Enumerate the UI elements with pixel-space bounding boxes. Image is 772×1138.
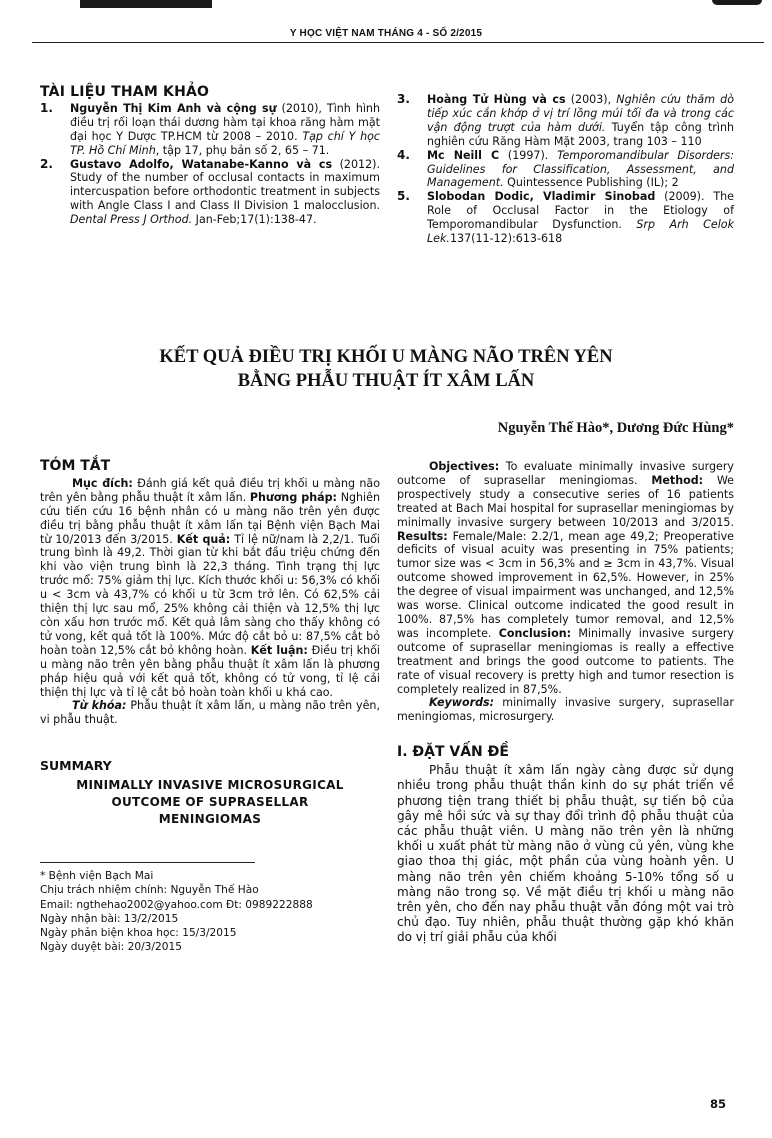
- page-number: 85: [710, 1097, 727, 1111]
- reference-text: (2003),: [565, 93, 617, 106]
- footnote-received: Ngày nhận bài: 13/2/2015: [40, 912, 179, 925]
- references-title: TÀI LIỆU THAM KHẢO: [40, 84, 210, 100]
- summary-title-line: MINIMALLY INVASIVE MICROSURGICAL: [76, 778, 344, 793]
- section-heading: I. ĐẶT VẤN ĐỀ: [397, 744, 509, 761]
- reference-item: [397, 93, 734, 149]
- reference-text: (2009). The Role of Occlusal Factor in the Etiology of Temporomandibular Dysfunction.: [427, 190, 734, 232]
- keywords-paragraph: [40, 699, 380, 727]
- text: Minimally invasive surgery outcome of suprasellar meningiomas is really a effective treatment and brings the good outcome to patients. The rate of visual recovery is pretty high and tumor resection is completely realized in 87,5%.: [397, 626, 734, 696]
- article-authors: Nguyễn Thế Hào*, Dương Đức Hùng*: [497, 420, 734, 436]
- reference-item: [397, 190, 734, 246]
- reference-journal: Srp Arh Celok Lek.: [427, 218, 735, 246]
- header-rule: [32, 42, 764, 43]
- label: Objectives:: [429, 460, 500, 473]
- footnote-reviewed: Ngày phản biện khoa học: 15/3/2015: [40, 926, 237, 939]
- abstract-vi: [40, 460, 380, 954]
- reference-text: , tập 17, phụ bản số 2, 65 – 71.: [155, 143, 330, 157]
- text: We prospectively study a consecutive series of 16 patients treated at Bach Mai hospital for suprasellar meningiomas by minimally invasive surgery between 10/2013 and 3/2015.: [397, 473, 734, 529]
- references-left: [40, 86, 380, 227]
- footnote-accepted: Ngày duyệt bài: 20/3/2015: [40, 941, 182, 954]
- summary-title: [40, 777, 380, 828]
- introduction-paragraph: Phẫu thuật ít xâm lấn ngày càng được sử dụng nhiều trong phẫu thuật thần kinh do sự phát triển về phương tiện trang thiết bị phẫu thuật, sự tiến bộ của gây mê hồi sức và sự thay đổi trình độ phẫu thuật của các phẫu thuật viên. U màng não trên yên là những khối u xuất phát từ màng não ở vùng củ yên, vùng khe giao thoa thị giác, một phần của vùng hoành yên. U màng não trên yên chiếm khoảng 5-10% tổng số u màng não trong sọ. Về mặt điều trị khối u màng não trên yên, cho đến nay phẫu thuật vẫn đóng một vai trò chủ đạo. Tuy nhiên, phẫu thuật thường gặp khó khăn do vị trí giải phẫu của khối: [397, 763, 734, 945]
- reference-text: (2010), Tình hình điều trị rối loạn thái dương hàm tại khoa răng hàm mặt đại học Y Dược TP.HCM từ 2008 – 2010.: [70, 101, 380, 143]
- keywords-text: Phẫu thuật ít xâm lấn, u màng não trên yên, vi phẫu thuật.: [40, 699, 380, 727]
- reference-text: (1997).: [499, 148, 558, 162]
- label: Phương pháp:: [249, 490, 337, 504]
- label: Method:: [651, 473, 704, 487]
- label: Kết luận:: [250, 643, 308, 657]
- text: Female/Male: 2.2/1, mean age 49,2; Preoperative deficits of visual acuity was presenting in 75% patients; tumor size was < 3cm in 56,3% and ≥ 3cm in 43,7%. Visual outcome showed improvement in 62,5%. However, in 25% the degree of visual impairment was unchanged, and 12,5% was worse. Clinical outcome indicated the good result in 100%. 87,5% has completely tumor removal, and 12,5% was incomplete.: [397, 529, 734, 640]
- scan-artifact: [80, 0, 212, 8]
- footnote-rule: [40, 862, 255, 863]
- keywords-text: minimally invasive surgery, suprasellar meningiomas, microsurgery.: [397, 696, 734, 724]
- reference-number: 3.: [397, 92, 410, 106]
- text: Đánh giá kết quả điều trị khối u màng não trên yên bằng phẫu thuật ít xâm lấn.: [40, 476, 380, 504]
- abstract-paragraph: [40, 477, 380, 700]
- reference-number: 2.: [40, 156, 53, 171]
- reference-item: [397, 149, 734, 191]
- references-right: [397, 93, 734, 246]
- reference-authors: Hoàng Tử Hùng và cs: [427, 93, 566, 106]
- reference-number: 5.: [397, 189, 410, 204]
- label: Conclusion:: [498, 626, 572, 640]
- summary-heading: SUMMARY: [40, 758, 112, 774]
- reference-title: Nghiên cứu thăm dò tiếp xúc cắn khớp ở vị trí lồng múi tối đa và trong các vận động trượt của hàm dưới.: [427, 93, 734, 134]
- scan-artifact: [712, 0, 762, 5]
- footnote-affiliation: * Bệnh viện Bạch Mai: [40, 870, 154, 883]
- text: To evaluate minimally invasive surgery outcome of suprasellar meningiomas.: [397, 460, 734, 487]
- footnote-contact: Email: ngthehao2002@yahoo.com Đt: 0989222888: [40, 898, 313, 911]
- reference-authors: Gustavo Adolfo, Watanabe-Kanno và cs: [70, 157, 333, 171]
- footnote-responsible: Chịu trách nhiệm chính: Nguyễn Thế Hào: [40, 884, 259, 897]
- label: Mục đích:: [72, 476, 133, 490]
- running-head: Y HỌC VIỆT NAM THÁNG 4 - SỐ 2/2015: [289, 28, 483, 39]
- reference-journal: Tạp chí Y học TP. Hồ Chí Minh: [70, 129, 380, 157]
- reference-authors: Mc Neill C: [427, 148, 500, 162]
- reference-item: [40, 158, 380, 228]
- text: Nghiên cứu tiến cứu 16 bệnh nhân có u màng não trên yên được điều trị bằng phẫu thuật ít xâm lấn tại Bệnh viện Bạch Mai từ 10/2013 đến 3/2015.: [40, 490, 380, 546]
- keywords-paragraph: [397, 696, 734, 724]
- reference-text: (2012). Study of the number of occlusal contacts in maximum intercuspation before orthodontic treatment in subjects with Angle Class I and Class II Division 1 malocclusion.: [70, 157, 380, 213]
- keywords-label: Từ khóa:: [72, 699, 127, 713]
- reference-number: 1.: [40, 100, 53, 115]
- reference-authors: Nguyễn Thị Kim Anh và cộng sự: [70, 101, 277, 115]
- summary-title-line: OUTCOME OF SUPRASELLAR: [111, 795, 309, 810]
- reference-number: 4.: [397, 147, 410, 162]
- summary-title-line: MENINGIOMAS: [158, 812, 262, 827]
- section-heading: TÓM TẮT: [40, 458, 111, 474]
- reference-authors: Slobodan Dodic, Vladimir Sinobad: [427, 190, 656, 204]
- label: Results:: [397, 529, 448, 543]
- label: Kết quả:: [176, 532, 231, 546]
- text: Điều trị khối u màng não trên yên bằng phẫu thuật ít xâm lấn là phương pháp hiệu quả với kết quả tốt, không có tử vong, tỉ lệ cải thiện thị lực và tỉ lệ cắt bỏ hoàn toàn khối u khá cao.: [40, 643, 380, 699]
- article-title-line: BẰNG PHẪU THUẬT ÍT XÂM LẤN: [237, 371, 535, 391]
- article-title-line: KẾT QUẢ ĐIỀU TRỊ KHỐI U MÀNG NÃO TRÊN YÊN: [159, 347, 613, 367]
- keywords-label: Keywords:: [429, 696, 495, 710]
- abstract-en: [397, 460, 734, 946]
- abstract-paragraph: [397, 460, 734, 696]
- reference-journal: Dental Press J Orthod.: [70, 213, 193, 227]
- footnote: [40, 869, 380, 954]
- reference-text: 137(11-12):613-618: [449, 232, 563, 246]
- text: Tỉ lệ nữ/nam là 2,2/1. Tuổi trung bình là 49,2. Thời gian từ khi bắt đầu triệu chứng đến khi vào viện trung bình là 22,3 tháng. Tình trạng thị lực trước mổ: 75% giảm thị lực. Kích thước khối u: 56,3% có khối u < 3cm và 43,7% có khối u từ 3cm trở lên. Có 62,5% cải thiện thị lực sau mổ, 25% không cải thiện và 12,5% thị lực còn xấu hơn trước mổ. Kết quả lâm sàng cho thấy không có tử vong, kết quả tốt là 100%. Mức độ cắt bỏ u: 87,5% cắt bỏ hoàn toàn 12,5% cắt bỏ không hoàn.: [40, 532, 380, 657]
- article-title: [0, 345, 772, 393]
- reference-item: [40, 102, 380, 158]
- reference-text: Tuyển tập công trình nghiên cứu Răng Hàm Mặt 2003, trang 103 – 110: [427, 120, 734, 148]
- reference-text: Jan-Feb;17(1):138-47.: [192, 213, 317, 227]
- reference-title: Temporomandibular Disorders: Guidelines for Classification, Assessment, and Management.: [427, 148, 735, 190]
- reference-text: Quintessence Publishing (IL); 2: [503, 176, 679, 190]
